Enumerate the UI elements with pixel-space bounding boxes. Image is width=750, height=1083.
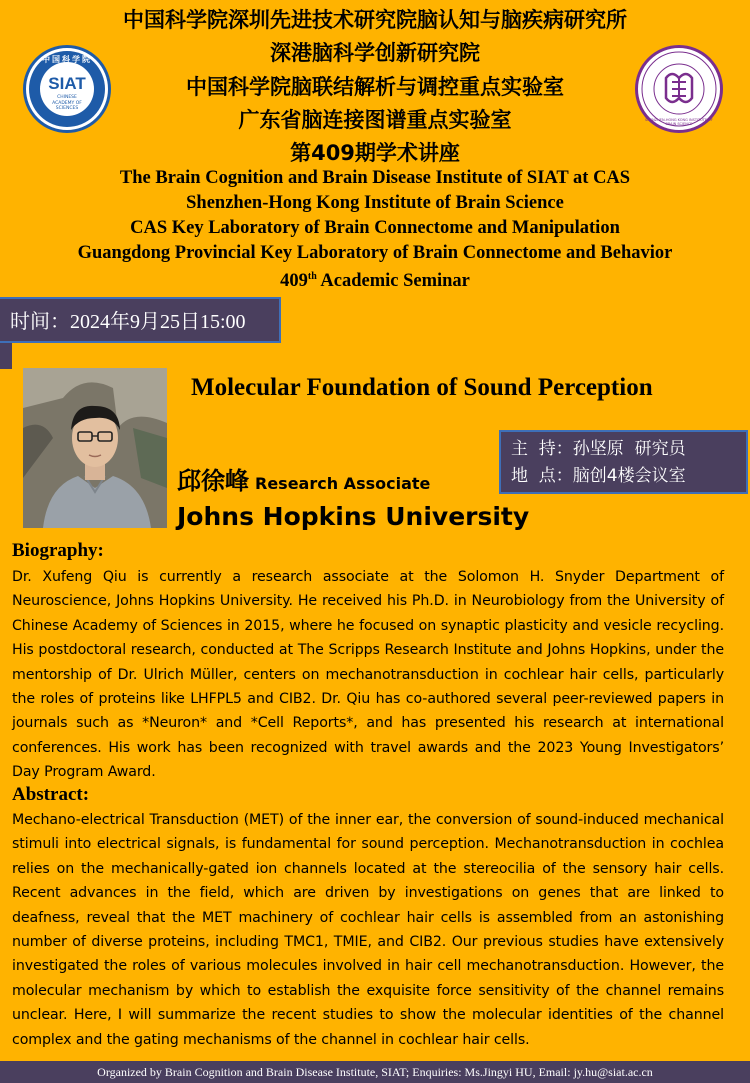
speaker-role: Research Associate — [255, 474, 431, 493]
footer-bar: Organized by Brain Cognition and Brain Disease Institute, SIAT; Enquiries: Ms.Jingyi HU, Email: jy.hu@siat.ac.cn — [0, 1061, 750, 1083]
cas-lab-title-cn: 中国科学院脑联结解析与调控重点实验室 — [186, 75, 564, 99]
speaker-affiliation: Johns Hopkins University — [177, 502, 530, 531]
speaker-info — [177, 461, 430, 496]
abstract-text: Mechano-electrical Transduction (MET) of the inner ear, the conversion of sound-induced mechanical stimuli into electrical signals, is fundamental for sound perception. Mechanotransduction in cochlea relies on the mechanically-gated ion channels located at the stereocilia of the sensory hair cells. Recent advances in the field, which are driven by investigations on genes that are linked to deafness, reveal that the MET machinery of cochlear hair cells is assembled from an astonishing number of diverse proteins, including TMC1, TMIE, and CIB2. Our previous studies have extensively investigated the roles of various molecules involved in hair cell mechanotransduction. However, the molecular mechanism by which to establish the exquisite force sensitivity of the channel remains unclear. Here, I will summarize the recent studies to show the molecular identities of the channel complex and the gating mechanisms of the channel in cochlear hair cells. — [12, 812, 724, 1048]
guangdong-lab-title-en: Guangdong Provincial Key Laboratory of Brain Connectome and Behavior — [77, 243, 673, 263]
siat-logo-ring-text: 中国科学院 — [42, 55, 92, 64]
cas-lab-title-en: CAS Key Laboratory of Brain Connectome and Manipulation — [130, 218, 620, 238]
talk-title: Molecular Foundation of Sound Perception — [191, 374, 653, 401]
speaker-photo — [23, 368, 167, 528]
biography-text: Dr. Xufeng Qiu is currently a research associate at the Solomon H. Snyder Department of Neuroscience, Johns Hopkins University. He received his Ph.D. in Neurobiology from the University of Chinese Academy of Sciences in 2015, where he focused on synaptic plasticity and vesicle recycling. His postdoctoral research, conducted at The Scripps Research Institute and Johns Hopkins, under the mentorship of Dr. Ulrich Müller, centers on mechanotransduction in cochlear hair cells, particularly the roles of proteins like LHFPL5 and CIB2. Dr. Qiu has co-authored several peer-reviewed papers in journals such as *Neuron* and *Cell Reports*, and has presented his research at international conferences. His work has been recognized with travel awards and the 2023 Young Investigators’ Day Program Award. — [12, 569, 724, 781]
biography-label: Biography: — [12, 540, 104, 561]
seminar-title-en: 409th Academic Seminar — [280, 271, 470, 292]
hk-institute-title-en: Shenzhen-Hong Kong Institute of Brain Science — [186, 193, 564, 213]
hk-institute-title-cn: 深港脑科学创新研究院 — [270, 41, 480, 65]
siat-logo — [23, 45, 111, 133]
siat-logo-subtitle: CHINESE ACADEMY OF SCIENCES — [52, 95, 82, 111]
time-box-tail — [0, 343, 12, 369]
speaker-name: 邱徐峰 — [177, 467, 249, 495]
institute-title-cn: 中国科学院深圳先进技术研究院脑认知与脑疾病研究所 — [123, 8, 627, 32]
host-line: 主 持：孙坚原 研究员 — [511, 439, 686, 459]
hk-brain-institute-logo — [635, 45, 723, 133]
host-location-box — [499, 430, 748, 494]
guangdong-lab-title-cn: 广东省脑连接图谱重点实验室 — [238, 108, 512, 132]
hk-logo-ring-text: SHENZHEN-HONG KONG INSTITUTE OF BRAIN SCIENCE — [645, 118, 713, 126]
seminar-number-cn: 第409期学术讲座 — [290, 141, 460, 165]
location-line: 地 点：脑创4楼会议室 — [511, 466, 686, 486]
institute-title-en: The Brain Cognition and Brain Disease Institute of SIAT at CAS — [119, 168, 631, 188]
abstract-label: Abstract: — [12, 784, 90, 805]
siat-logo-name: SIAT — [48, 74, 86, 93]
time-box: 时间：2024年9月25日15:00 — [0, 297, 281, 343]
